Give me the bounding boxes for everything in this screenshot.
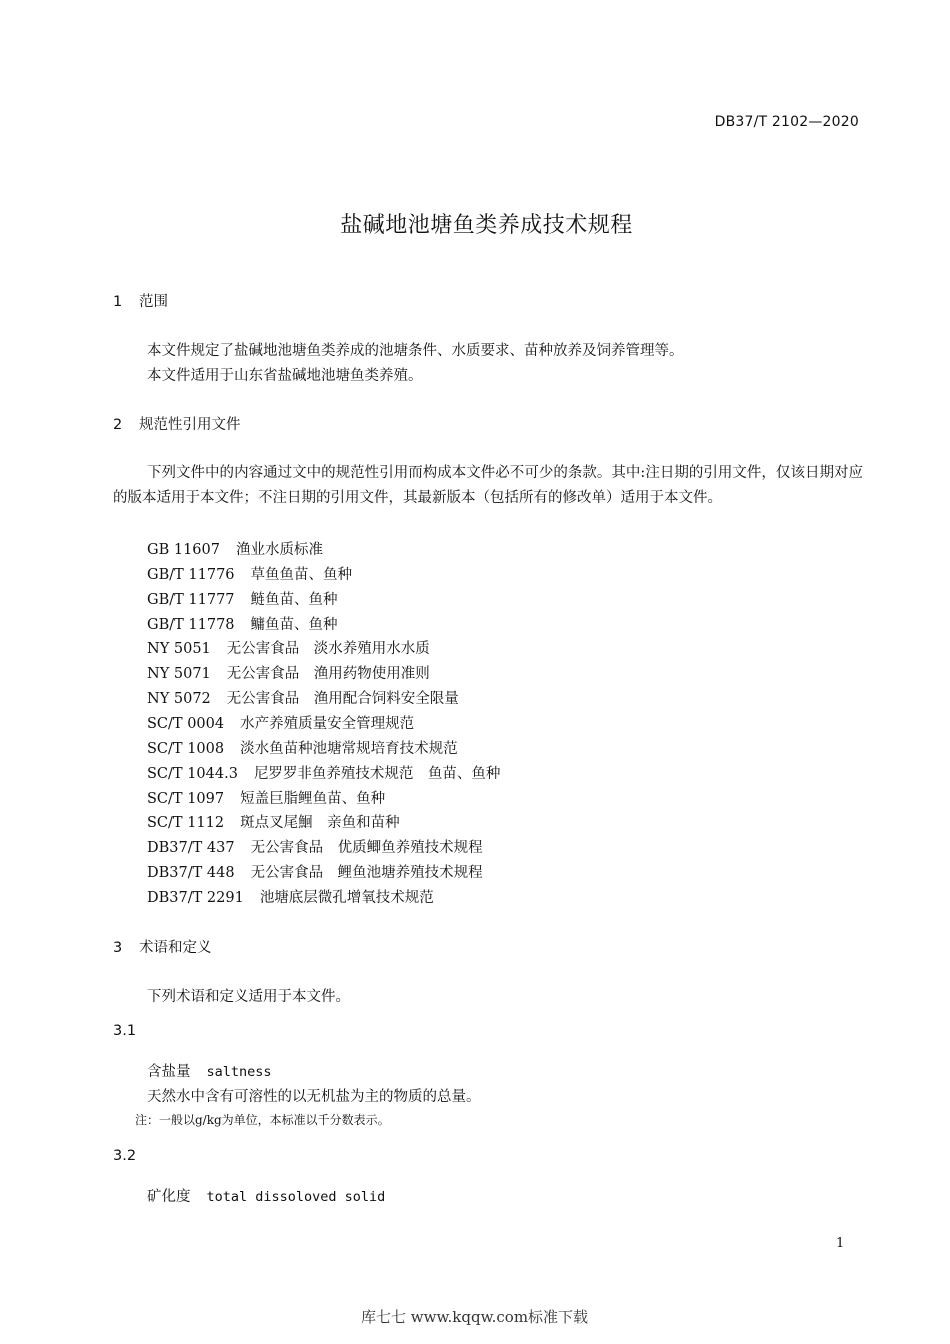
section-number: 2 [113,417,123,433]
section-title: 规范性引用文件 [139,417,241,433]
reference-title: 水产养殖质量安全管理规范 [240,716,415,732]
section-title: 范围 [139,294,168,310]
footer-watermark: 库七七 www.kqqw.com标准下载 [361,1308,589,1326]
paragraph: 本文件适用于山东省盐碱地池塘鱼类养殖。 [147,368,423,384]
page-number: 1 [836,1236,845,1251]
reference-title: 渔业水质标准 [235,542,323,558]
standard-code: DB37/T 2102—2020 [714,114,859,130]
reference-item [147,836,483,857]
section-number: 3 [113,940,123,956]
term-en: total dissoloved solid [206,1189,386,1205]
reference-item [147,563,352,584]
term-zh: 矿化度 [147,1189,191,1205]
reference-code: GB/T 11778 [147,617,235,633]
section-number: 1 [113,294,123,310]
document-title: 盐碱地池塘鱼类养成技术规程 [340,213,633,238]
term-zh: 含盐量 [147,1064,191,1080]
reference-code: SC/T 1112 [147,815,225,831]
section-2-heading [113,413,241,434]
reference-item [147,538,323,559]
reference-title: 斑点叉尾鮰 亲鱼和苗种 [240,815,400,831]
reference-item [147,712,414,733]
reference-title: 无公害食品 渔用药物使用准则 [226,666,430,682]
reference-code: SC/T 0004 [147,716,225,732]
reference-item [147,687,459,708]
term-heading [147,1060,272,1081]
paragraph: 下列术语和定义适用于本文件。 [147,989,350,1005]
reference-code: SC/T 1044.3 [147,766,238,782]
paragraph: 本文件规定了盐碱地池塘鱼类养成的池塘条件、水质要求、苗种放养及饲养管理等。 [147,343,684,359]
reference-item [147,613,338,634]
term-note: 注：一般以g/kg为单位，本标准以千分数表示。 [135,1113,390,1127]
reference-code: GB/T 11776 [147,567,235,583]
reference-item [147,737,458,758]
reference-title: 鲢鱼苗、鱼种 [250,592,338,608]
reference-title: 短盖巨脂鲤鱼苗、鱼种 [240,791,386,807]
reference-code: GB 11607 [147,542,220,558]
reference-title: 无公害食品 淡水养殖用水水质 [226,641,430,657]
reference-item [147,662,430,683]
reference-title: 无公害食品 渔用配合饲料安全限量 [226,691,459,707]
reference-code: NY 5071 [147,666,211,682]
section-title: 术语和定义 [139,940,212,956]
reference-code: NY 5051 [147,641,211,657]
reference-title: 淡水鱼苗种池塘常规培育技术规范 [240,741,458,757]
paragraph-normative-intro: 下列文件中的内容通过文中的规范性引用而构成本文件必不可少的条款。其中:注日期的引用文件，仅该日期对应的版本适用于本文件；不注日期的引用文件，其最新版本（包括所有的修改单）适用于本文件。 [113,465,863,506]
term-heading [147,1185,385,1206]
reference-code: GB/T 11777 [147,592,235,608]
reference-item [147,886,434,907]
reference-code: DB37/T 2291 [147,890,244,906]
reference-item [147,637,430,658]
term-definition: 天然水中含有可溶性的以无机盐为主的物质的总量。 [147,1089,481,1105]
reference-item [147,811,400,832]
reference-code: DB37/T 437 [147,840,235,856]
reference-title: 无公害食品 优质鲫鱼养殖技术规程 [250,840,483,856]
reference-code: DB37/T 448 [147,865,235,881]
reference-title: 鳙鱼苗、鱼种 [250,617,338,633]
reference-item [147,588,338,609]
reference-item [147,861,483,882]
section-3-heading [113,936,212,957]
reference-title: 池塘底层微孔增氧技术规范 [259,890,434,906]
reference-code: SC/T 1097 [147,791,225,807]
reference-item [147,762,500,783]
reference-title: 尼罗罗非鱼养殖技术规范 鱼苗、鱼种 [253,766,501,782]
reference-code: NY 5072 [147,691,211,707]
term-number: 3.2 [113,1148,137,1164]
term-en: saltness [206,1064,272,1080]
term-number: 3.1 [113,1023,137,1039]
section-1-heading [113,290,168,311]
reference-title: 草鱼鱼苗、鱼种 [250,567,353,583]
reference-title: 无公害食品 鲤鱼池塘养殖技术规程 [250,865,483,881]
reference-code: SC/T 1008 [147,741,225,757]
reference-item [147,787,385,808]
